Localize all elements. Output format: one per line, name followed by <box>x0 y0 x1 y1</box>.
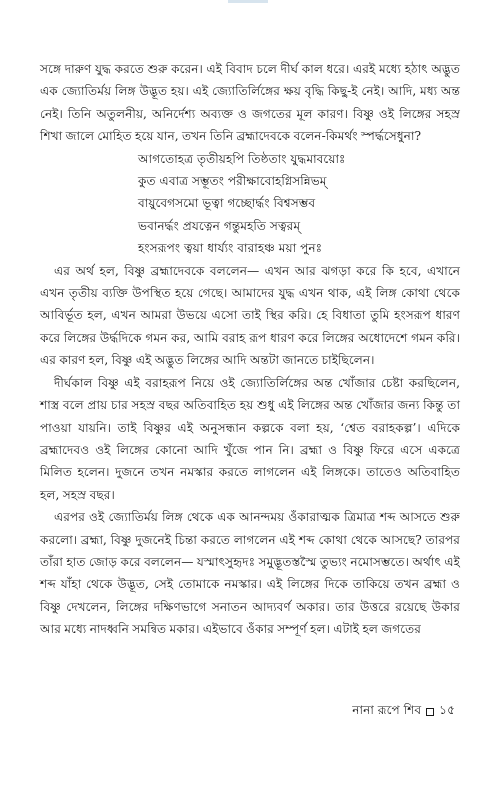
page-footer <box>352 702 455 722</box>
square-icon <box>426 708 434 716</box>
verse-line: আগতোহত্র তৃতীয়হপি তিষ্ঠতাং যুদ্ধমাবয়োঃ <box>138 151 346 166</box>
verse-line: ভবানর্দ্ধং প্রযত্নেন গন্তুমহতি সত্বরম্ <box>138 218 301 233</box>
paragraph-4: এরপর ওই জ্যোতির্ময় লিঙ্গ থেকে এক আনন্দময় ওঁকারাত্মক ত্রিমাত্র শব্দ আসতে শুরু করলো। ব্রহ্মা, বিষ্ণু দুজনেই চিন্তা করতে লাগলেন এই শব্দ কোথা থেকে আসছে? তারপর তাঁরা হাত জোড় করে বললেন— যস্মাৎসুহৃদঃ সমুদ্ভূতস্তস্মৈ তুভ্যং নমোসম্ভতে। অর্থাৎ এই শব্দ যাঁহা থেকে উদ্ভূত, সেই তোমাকে নমস্কার। এই লিঙ্গের দিকে তাকিয়ে তখন ব্রহ্মা ও বিষ্ণু দেখলেন, লিঙ্গের দক্ষিণভাগে সনাতন আদ্যবর্ণ অকার। তার উত্তরে রয়েছে উকার আর মধ্যে নাদধ্বনি সমন্বিত মকার। এইভাবে ওঁকার সম্পূর্ণ হল। এটাই হল জগতের <box>40 510 460 637</box>
verse-line: বায়ুবেগসমো ভূত্বা গচ্ছোর্দ্ধং বিশ্বসম্ভব <box>138 196 316 211</box>
page-body <box>40 58 460 641</box>
sanskrit-verse <box>138 148 460 260</box>
verse-line: হংসরূপং ত্বয়া ধার্য্যং বারাহঞ্চ ময়া পুনঃ <box>138 241 323 256</box>
top-edge-mark <box>228 0 268 3</box>
paragraph-1: সঙ্গে দারুণ যুদ্ধ করতে শুরু করেন। এই বিবাদ চলে দীর্ঘ কাল ধরে। এরই মধ্যে হঠাৎ অদ্ভুত এক জ্যোতির্ময় লিঙ্গ উদ্ভূত হয়। এই জ্যোতির্লিঙ্গের ক্ষয় বৃদ্ধি কিছু-ই নেই। আদি, মধ্য অন্ত নেই। তিনি অতুলনীয়, অনির্দেশ্য অব্যক্ত ও জগতের মূল কারণ। বিষ্ণু ওই লিঙ্গের সহস্র শিখা জালে মোহিত হয়ে যান, তখন তিনি ব্রহ্মাদেবকে বলেন-কিমর্থং স্পর্দ্ধসেধুনা? <box>40 62 460 144</box>
running-title: নানা রূপে শিব <box>352 703 422 717</box>
page-number: ১৫ <box>439 703 455 717</box>
paragraph-3: দীর্ঘকাল বিষ্ণু এই বরাহরূপ নিয়ে ওই জ্যোতির্লিঙ্গের অন্ত খোঁজার চেষ্টা করছিলেন, শাস্ত্র বলে প্রায় চার সহস্র বছর অতিবাহিত হয় শুধু এই লিঙ্গের অন্ত খোঁজার জন্য কিন্তু তা পাওয়া যায়নি। তাই বিষ্ণুর এই অনুসন্ধান কল্পকে বলা হয়, ‘শ্বেত বরাহকল্প’। এদিকে ব্রহ্মাদেবও ওই লিঙ্গের কোনো আদি খুঁজে পান নি। ব্রহ্মা ও বিষ্ণু ফিরে এসে একত্রে মিলিত হলেন। দুজনে তখন নমস্কার করতে লাগলেন এই লিঙ্গকে। তাতেও অতিবাহিত হল, সহস্র বছর। <box>40 375 460 502</box>
verse-line: কুত এবাত্র সম্ভূতং পরীক্ষাবোহগ্নিসন্নিভম্ <box>138 174 327 189</box>
paragraph-2: এর অর্থ হল, বিষ্ণু ব্রহ্মাদেবকে বললেন— এখন আর ঝগড়া করে কি হবে, এখানে এখন তৃতীয় ব্যক্তি উপস্থিত হয়ে গেছে। আমাদের যুদ্ধ এখন থাক, এই লিঙ্গ কোথা থেকে আবির্ভূত হল, এখন আমরা উভয়ে এসো তাই স্থির করি। হে বিধাতা তুমি হংসরূপ ধারণ করে লিঙ্গের উর্দ্ধদিকে গমন কর, আমি বরাহ রূপ ধারণ করে লিঙ্গের অধোদেশে গমন করি। এর কারণ হল, বিষ্ণু এই অদ্ভুত লিঙ্গের আদি অন্তটা জানতে চাইছিলেন। <box>40 263 460 368</box>
